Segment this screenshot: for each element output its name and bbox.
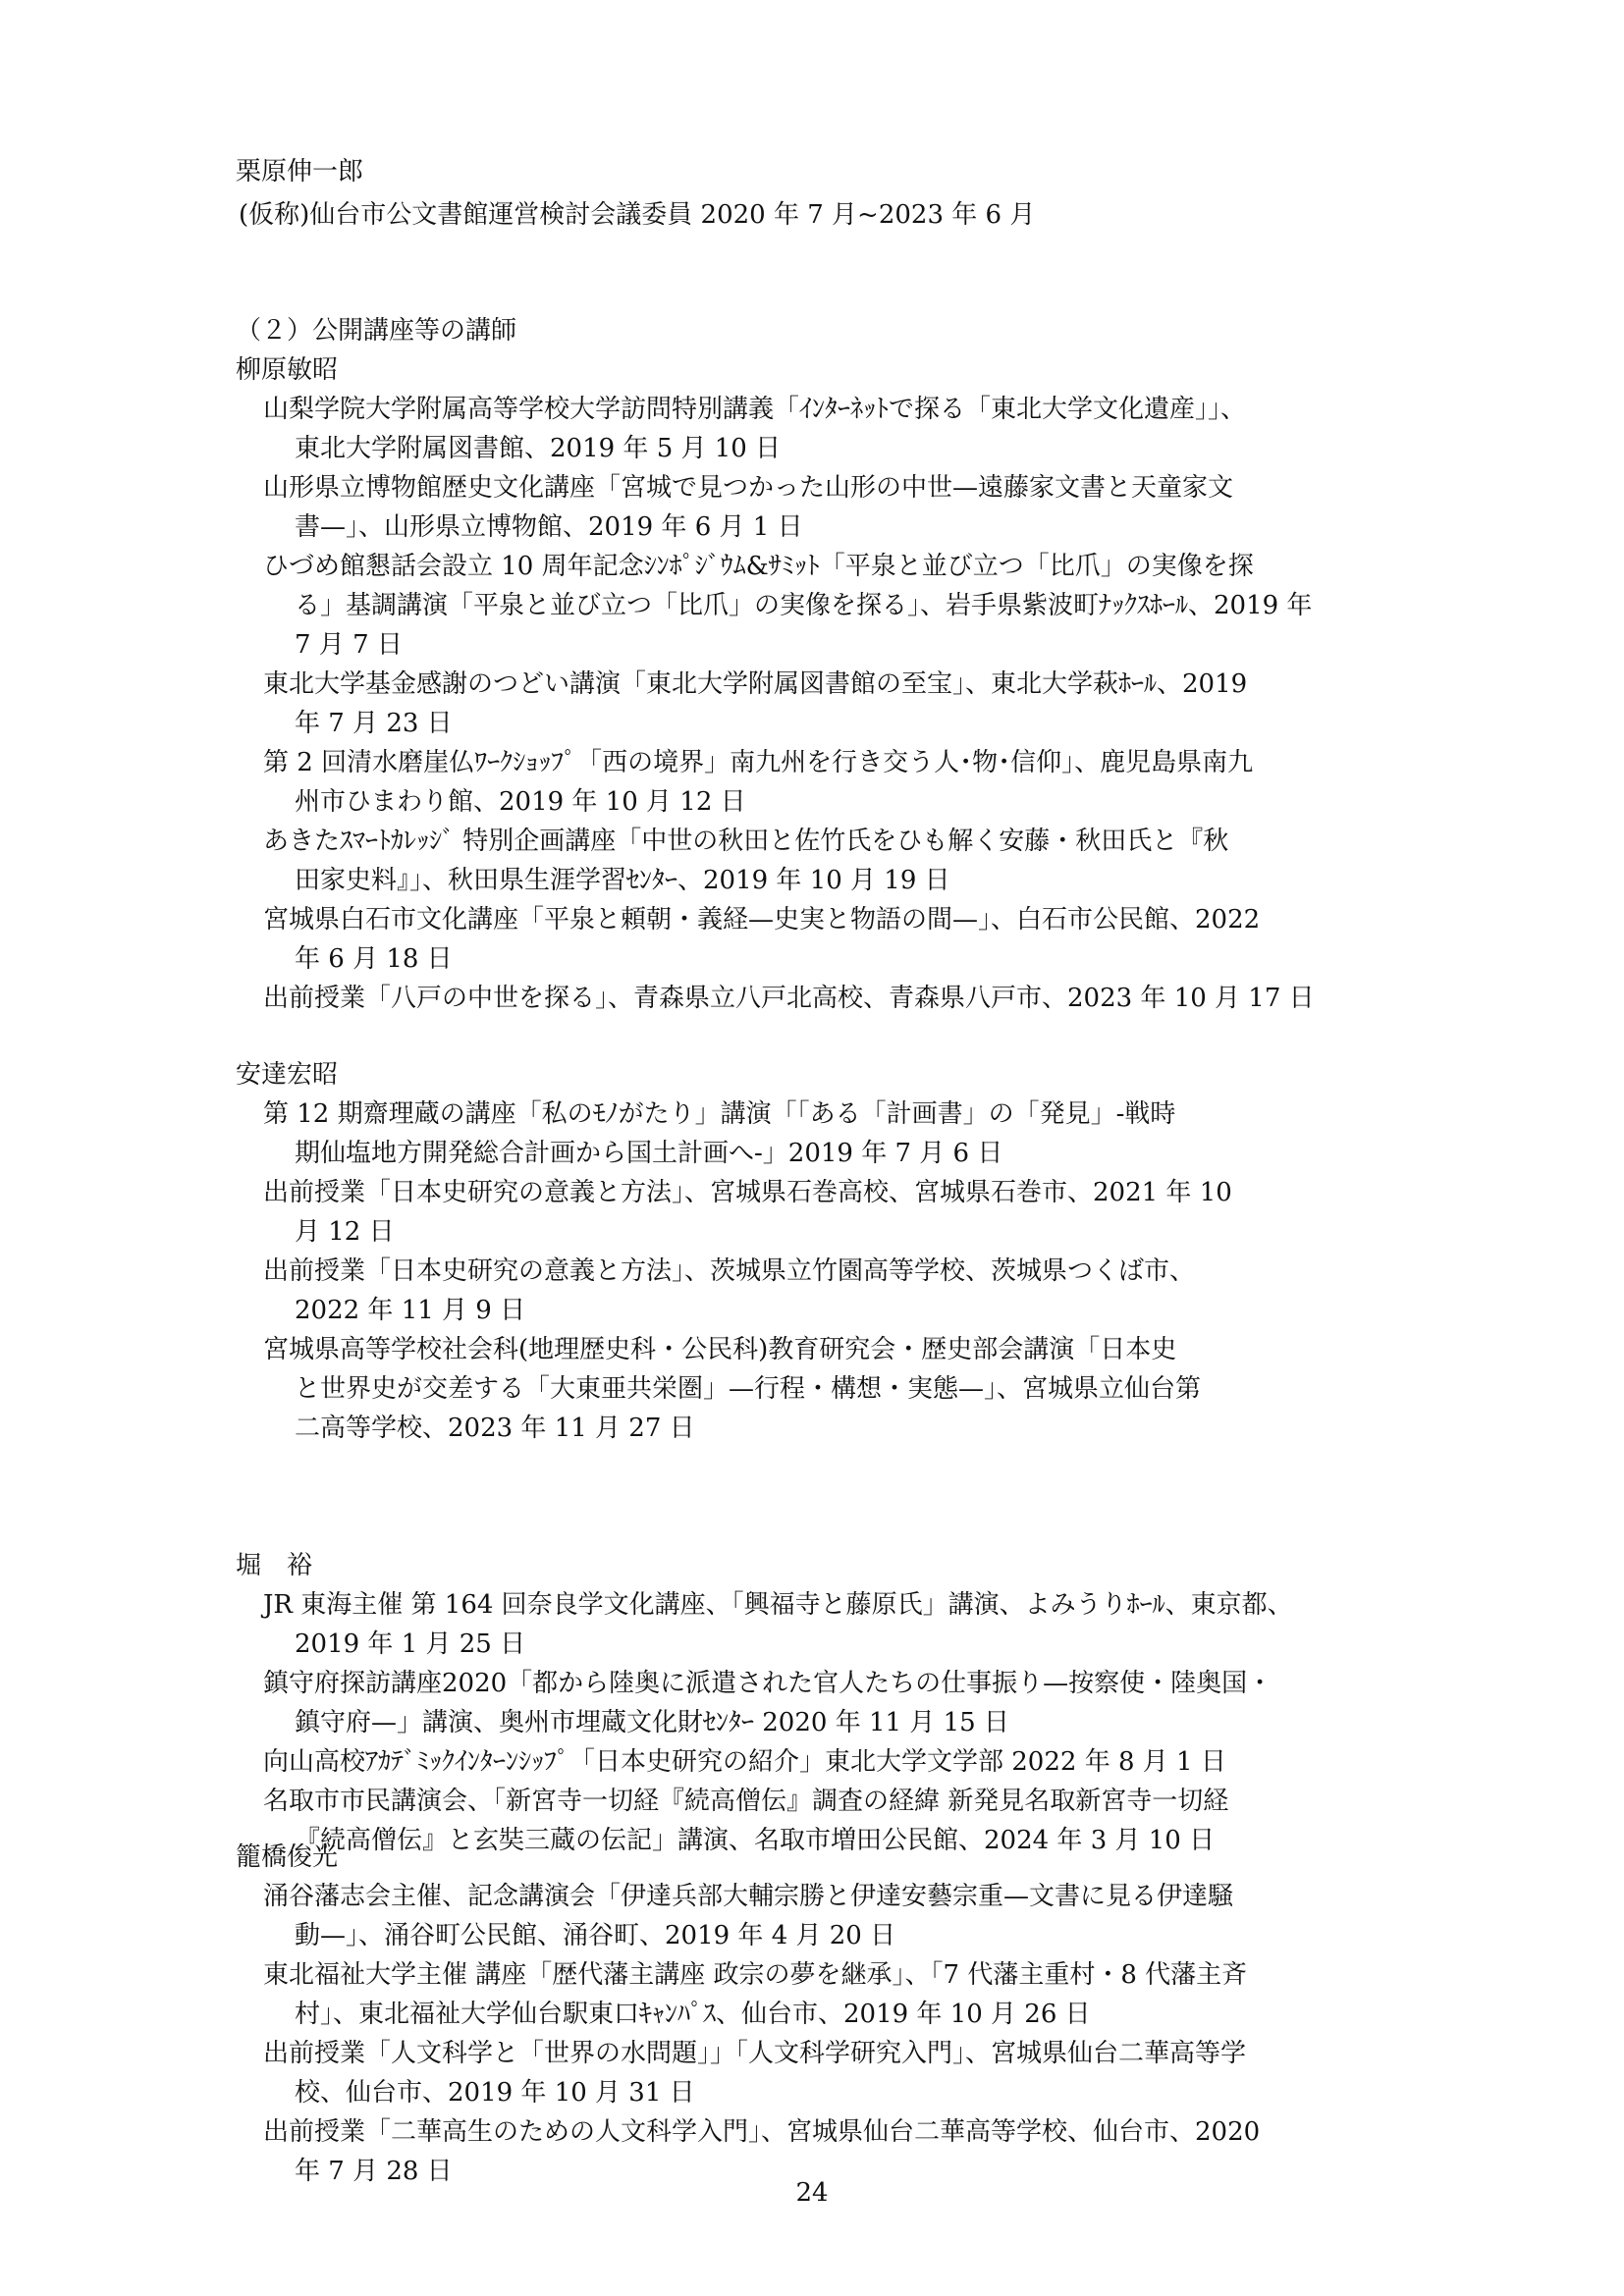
lecture-entry-continued: 鎮守府—」講演、奥州市埋蔵文化財ｾﾝﾀｰ 2020 年 11 月 15 日 (295, 1708, 1009, 1737)
lecture-entry-continued: 州市ひまわり館、2019 年 10 月 12 日 (295, 787, 746, 817)
lecture-entry-continued: 二高等学校、2023 年 11 月 27 日 (295, 1414, 695, 1443)
lecture-entry: 第 2 回清水磨崖仏ﾜｰｸｼｮｯﾌﾟ「西の境界」南九州を行き交う人･物･信仰」、鹿児島県南九 (263, 748, 1254, 777)
lecture-entry-continued: 動—」、涌谷町公民館、涌谷町、2019 年 4 月 20 日 (295, 1921, 896, 1950)
lecture-entry: 鎮守府探訪講座2020「都から陸奥に派遣された官人たちの仕事振り—按察使・陸奥国・ (263, 1669, 1273, 1698)
lecture-entry: 東北福祉大学主催 講座「歴代藩主講座 政宗の夢を継承」、「7 代藩主重村・8 代藩主斉 (263, 1960, 1248, 1990)
lecture-entry: 出前授業「八戸の中世を探る」、青森県立八戸北高校、青森県八戸市、2023 年 10 月 17 日 (263, 984, 1315, 1013)
lecture-entry: ひづめ館懇話会設立 10 周年記念ｼﾝﾎﾟｼﾞｳﾑ&ｻﾐｯﾄ「平泉と並び立つ「比爪」の実像を探 (263, 552, 1254, 581)
lecture-entry-continued: 田家史料』」、秋田県生涯学習ｾﾝﾀｰ、2019 年 10 月 19 日 (295, 866, 950, 895)
lecture-entry: 山梨学院大学附属高等学校大学訪問特別講義「ｲﾝﾀｰﾈｯﾄで探る「東北大学文化遺産」」、 (263, 395, 1247, 424)
lecture-entry: 宮城県白石市文化講座「平泉と頼朝・義経—史実と物語の間—」、白石市公民館、2022 (263, 905, 1261, 934)
lecture-entry: 涌谷藩志会主催、記念講演会「伊達兵部大輔宗勝と伊達安藝宗重—文書に見る伊達騒 (263, 1882, 1234, 1911)
person-name: 栗原伸一郎 (236, 157, 364, 187)
page-number: 24 (795, 2178, 829, 2208)
lecture-entry-continued: 『続高僧伝』と玄奘三蔵の伝記」講演、名取市増田公民館、2024 年 3 月 10 日 (295, 1826, 1216, 1855)
lecture-entry: 出前授業「人文科学と「世界の水問題」」「人文科学研究入門」、宮城県仙台二華高等学 (263, 2039, 1247, 2068)
lecture-entry: 出前授業「日本史研究の意義と方法」、茨城県立竹園高等学校、茨城県つくば市、 (263, 1256, 1196, 1286)
lecturer-name: 安達宏昭 (236, 1060, 339, 1090)
lecturer-name: 籠橋俊光 (236, 1842, 339, 1872)
lecture-entry-continued: 東北大学附属図書館、2019 年 5 月 10 日 (295, 434, 782, 463)
lecture-entry-continued: 7 月 7 日 (295, 630, 403, 660)
lecture-entry-continued: 年 7 月 23 日 (295, 709, 453, 738)
lecture-entry-continued: 村」、東北福祉大学仙台駅東口ｷｬﾝﾊﾟｽ、仙台市、2019 年 10 月 26 日 (295, 2000, 1091, 2029)
lecture-entry-continued: る」基調講演「平泉と並び立つ「比爪」の実像を探る」、岩手県紫波町ﾅｯｸｽﾎｰﾙ、2019 年 (295, 591, 1313, 620)
lecturer-name: 堀 裕 (236, 1551, 313, 1580)
lecture-entry-continued: 書—」、山形県立博物館、2019 年 6 月 1 日 (295, 512, 803, 542)
lecture-entry-continued: 2019 年 1 月 25 日 (295, 1629, 526, 1659)
lecture-entry: 名取市市民講演会、「新宮寺一切経『続高僧伝』調査の経緯 新発見名取新宮寺一切経 (263, 1787, 1229, 1816)
lecture-entry: 宮城県高等学校社会科(地理歴史科・公民科)教育研究会・歴史部会講演「日本史 (263, 1335, 1177, 1364)
lecture-entry-continued: 期仙塩地方開発総合計画から国土計画へ-」2019 年 7 月 6 日 (295, 1139, 1003, 1168)
lecture-entry-continued: 年 6 月 18 日 (295, 944, 453, 974)
lecture-entry: JR 東海主催 第 164 回奈良学文化講座、「興福寺と藤原氏」講演、よみうりﾎｰﾙ、東京都、 (263, 1590, 1293, 1620)
lecture-entry: あきたｽﾏｰﾄｶﾚｯｼﾞ 特別企画講座「中世の秋田と佐竹氏をひも解く安藤・秋田氏と『秋 (263, 827, 1229, 856)
lecture-entry: 第 12 期齋理蔵の講座「私のﾓﾉがたり」講演「「ある「計画書」の「発見」-戦時 (263, 1099, 1176, 1129)
lecture-entry-continued: 2022 年 11 月 9 日 (295, 1296, 526, 1325)
lecture-entry: 向山高校ｱｶﾃﾞﾐｯｸｲﾝﾀｰﾝｼｯﾌﾟ「日本史研究の紹介」東北大学文学部 2022 年 8 月 1 日 (263, 1747, 1226, 1777)
lecture-entry-continued: 年 7 月 28 日 (295, 2157, 453, 2186)
committee-role: (仮称)仙台市公文書館運営検討会議委員 2020 年 7 月~2023 年 6 月 (239, 200, 1036, 230)
section-heading: （２）公開講座等の講師 (236, 316, 517, 346)
lecture-entry-continued: 校、仙台市、2019 年 10 月 31 日 (295, 2078, 695, 2108)
lecture-entry-continued: と世界史が交差する「大東亜共栄圏」—行程・構想・実態—」、宮城県立仙台第 (295, 1374, 1202, 1404)
lecture-entry-continued: 月 12 日 (295, 1217, 395, 1247)
lecture-entry: 山形県立博物館歴史文化講座「宮城で見つかった山形の中世—遠藤家文書と天童家文 (263, 473, 1234, 503)
lecture-entry: 東北大学基金感謝のつどい講演「東北大学附属図書館の至宝」、東北大学萩ﾎｰﾙ、2019 (263, 669, 1248, 699)
lecture-entry: 出前授業「二華高生のための人文科学入門」、宮城県仙台二華高等学校、仙台市、2020 (263, 2117, 1261, 2147)
lecturer-name: 柳原敏昭 (236, 355, 339, 385)
lecture-entry: 出前授業「日本史研究の意義と方法」、宮城県石巻高校、宮城県石巻市、2021 年 10 (263, 1178, 1232, 1207)
